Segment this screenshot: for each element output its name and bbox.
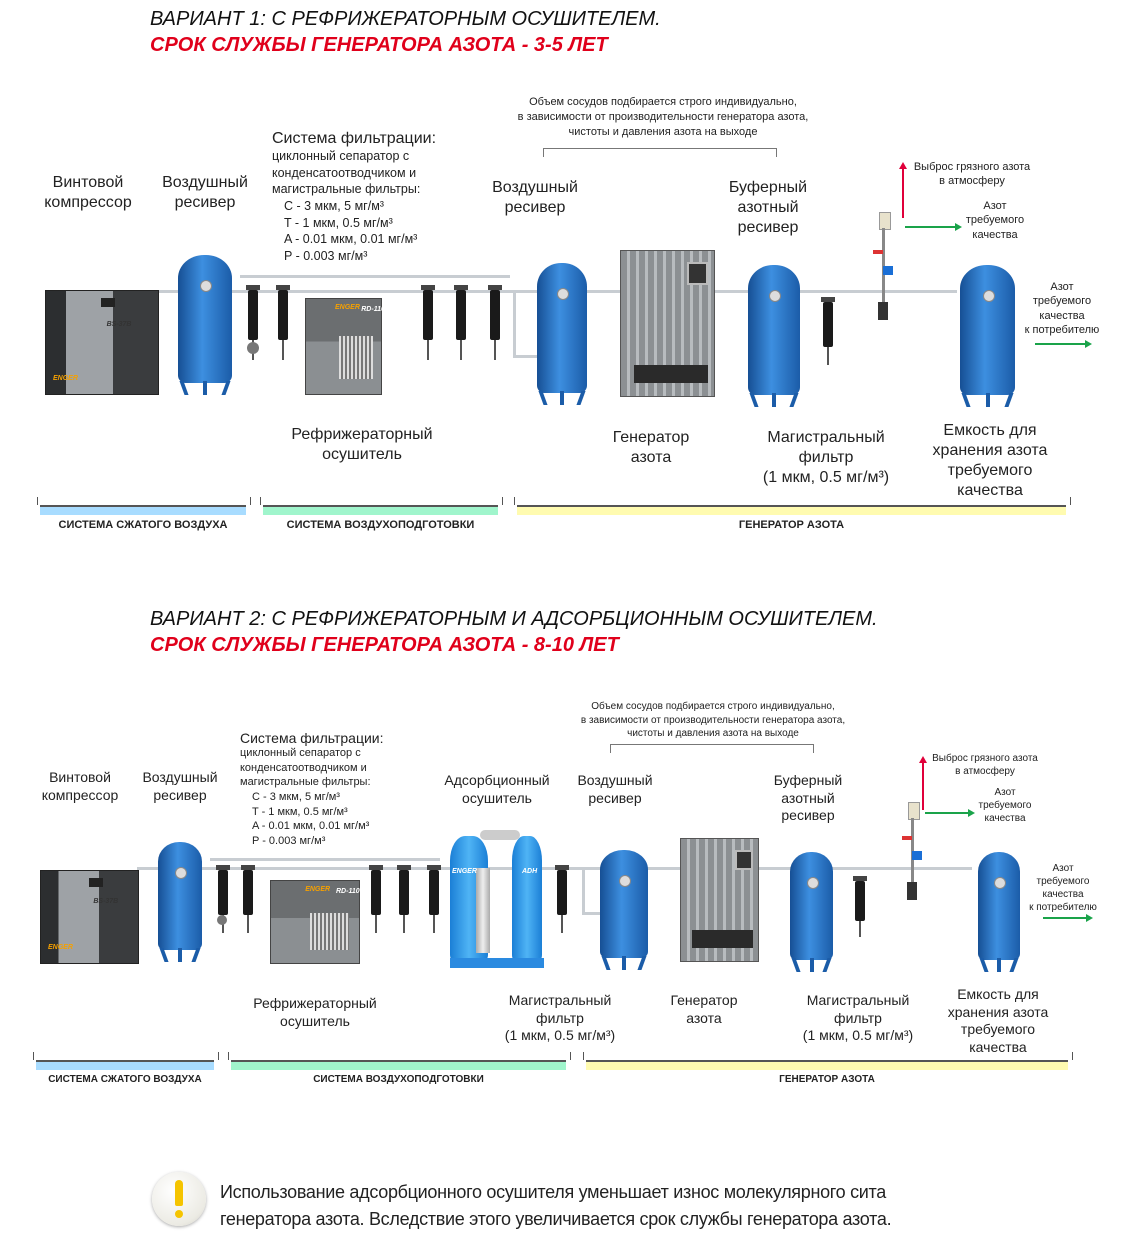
quality-nitrogen-label bbox=[955, 786, 1055, 825]
filtration-item: циклонный сепаратор с bbox=[272, 149, 410, 163]
vessel-bracket bbox=[610, 744, 814, 753]
compressor-label bbox=[20, 769, 140, 804]
storage-tank-label-line: требуемого bbox=[947, 462, 1033, 479]
equipment-marking: ENGER bbox=[53, 375, 78, 382]
tank-leg bbox=[979, 958, 988, 972]
solenoid-valve bbox=[912, 851, 922, 860]
vessel-volume-note bbox=[533, 700, 893, 741]
main-filter-2-label bbox=[783, 992, 933, 1045]
pressure-gauge-icon bbox=[175, 867, 187, 879]
adsorption-dryer-tower-2 bbox=[512, 836, 542, 960]
exhaust-label-line: Выброс грязного азота bbox=[932, 753, 1038, 764]
air-receiver-1 bbox=[158, 842, 202, 950]
filtration-item: магистральные фильтры: bbox=[272, 182, 421, 197]
air-receiver-2 bbox=[600, 850, 648, 958]
exhaust-label bbox=[910, 752, 1060, 778]
refrigeration-dryer-label bbox=[235, 995, 395, 1030]
exhaust-label-line: Выброс грязного азота bbox=[913, 161, 1031, 173]
main-filter-1-label-line: фильтр bbox=[536, 1009, 584, 1026]
main-filter-2-label-line: (1 мкм, 0.5 мг/м³) bbox=[802, 1027, 914, 1043]
main-filter-1um-b bbox=[855, 881, 865, 921]
main-filter-c bbox=[243, 870, 253, 915]
main-filter-label-line: Магистральный bbox=[767, 429, 885, 446]
buffer-receiver-label-line: ресивер bbox=[737, 219, 799, 236]
to-consumer-label bbox=[1013, 862, 1113, 914]
air-receiver-1-label-line: ресивер bbox=[153, 786, 207, 803]
main-filter-p bbox=[429, 870, 439, 915]
to-consumer-label-line: к потребителю bbox=[1024, 323, 1100, 336]
vessel-volume-note-line: в зависимости от производительности генератора азота, bbox=[580, 714, 846, 726]
drain-line bbox=[247, 915, 249, 933]
equipment-marking: ADH bbox=[522, 868, 538, 875]
buffer-receiver-label bbox=[753, 772, 863, 825]
filtration-item: C - 3 мкм, 5 мг/м³ bbox=[284, 198, 384, 213]
air-receiver-2-label-line: ресивер bbox=[504, 199, 566, 216]
equipment-marking: RD-110 bbox=[336, 888, 360, 895]
generator-label bbox=[649, 992, 759, 1027]
variant-2-subtitle: СРОК СЛУЖБЫ ГЕНЕРАТОРА АЗОТА - 8-10 ЛЕТ bbox=[150, 634, 619, 656]
generator-label-line: азота bbox=[686, 1009, 722, 1026]
filtration-title: Система фильтрации: bbox=[272, 130, 437, 147]
filtration-item: A - 0.01 мкм, 0.01 мг/м³ bbox=[284, 232, 418, 247]
tank-leg bbox=[622, 956, 626, 970]
adsorption-dryer-pipework bbox=[480, 830, 520, 840]
section-bracket bbox=[583, 1052, 1073, 1060]
filtration-item: конденсатоотводчиком и bbox=[240, 761, 367, 774]
filtration-item: T - 1 мкм, 0.5 мг/м³ bbox=[252, 805, 348, 818]
exclamation-warning-icon bbox=[152, 1172, 206, 1226]
note-line: генератора азота. Вследствие этого увеличивается срок службы генератора азота. bbox=[220, 1209, 892, 1229]
section-label: ГЕНЕРАТОР АЗОТА bbox=[738, 519, 845, 531]
filtration-item: циклонный сепаратор с bbox=[240, 747, 361, 759]
section-bar-1 bbox=[231, 1060, 566, 1070]
silencer bbox=[908, 802, 920, 820]
vessel-volume-note-line: в зависимости от производительности генератора азота, bbox=[517, 110, 809, 123]
drain-line bbox=[403, 915, 405, 933]
quality-nitrogen-label-line: качества bbox=[984, 813, 1026, 824]
exhaust-label-line: в атмосферу bbox=[939, 175, 1005, 188]
condensate-drain bbox=[217, 915, 227, 925]
storage-tank-label-line: Емкость для bbox=[957, 986, 1039, 1002]
air-receiver-1-label-line: ресивер bbox=[174, 194, 236, 211]
filtration-item: C - 3 мкм, 5 мг/м³ bbox=[252, 790, 340, 803]
section-bracket bbox=[33, 1052, 219, 1060]
cyclone-separator bbox=[218, 870, 228, 915]
main-filter-1-label-line: (1 мкм, 0.5 мг/м³) bbox=[504, 1027, 616, 1043]
filtration-item: P - 0.003 мг/м³ bbox=[284, 248, 368, 263]
buffer-receiver-label-line: Буферный bbox=[773, 772, 843, 788]
generator-label-line: Генератор bbox=[670, 992, 738, 1008]
refrigeration-dryer-label-line: осушитель bbox=[280, 1012, 350, 1029]
drain-line bbox=[433, 915, 435, 933]
air-receiver-2-label-line: Воздушный bbox=[577, 772, 653, 788]
filtration-item: конденсатоотводчиком и bbox=[272, 165, 417, 180]
compressor-label-line: компрессор bbox=[41, 786, 119, 803]
section-label: СИСТЕМА ВОЗДУХОПОДГОТОВКИ bbox=[286, 519, 475, 531]
equipment-marking: BS-37B bbox=[93, 897, 119, 905]
storage-tank-label-line: качества bbox=[957, 482, 1023, 499]
to-consumer-label-line: качества bbox=[1042, 889, 1084, 900]
compressor-label-line: Винтовой bbox=[49, 769, 111, 785]
drain-line bbox=[375, 915, 377, 933]
quality-nitrogen-label-line: требуемого bbox=[978, 800, 1032, 811]
air-receiver-2-label bbox=[560, 772, 670, 807]
storage-tank-label bbox=[933, 986, 1063, 1056]
note-text bbox=[220, 1179, 891, 1233]
adsorption-dryer-label bbox=[427, 772, 567, 807]
filter-bypass-pipe bbox=[210, 858, 440, 861]
filtration-item: T - 1 мкм, 0.5 мг/м³ bbox=[284, 215, 393, 230]
section-bar-0 bbox=[36, 1060, 214, 1070]
drain-line bbox=[561, 915, 563, 933]
air-receiver-2-label-line: Воздушный bbox=[492, 179, 578, 196]
tank-leg bbox=[191, 948, 200, 962]
to-consumer-label-line: Азот bbox=[1052, 863, 1074, 874]
storage-tank-label-line: качества bbox=[969, 1038, 1027, 1055]
adsorption-dryer-frame bbox=[450, 958, 544, 968]
to-consumer-label-line: к потребителю bbox=[1029, 902, 1097, 913]
variant-1-title: ВАРИАНТ 1: С РЕФРИЖЕРАТОРНЫМ ОСУШИТЕЛЕМ. bbox=[150, 8, 661, 30]
refrigeration-dryer-label-line: Рефрижераторный bbox=[291, 426, 433, 443]
pressure-gauge-icon bbox=[807, 877, 819, 889]
generator-valves bbox=[692, 930, 754, 948]
main-filter-a bbox=[399, 870, 409, 915]
compressor-label-line: компрессор bbox=[44, 194, 132, 211]
section-bar-2 bbox=[586, 1060, 1068, 1070]
control-panel bbox=[89, 878, 103, 887]
air-receiver-1-label-line: Воздушный bbox=[142, 769, 218, 785]
quality-nitrogen-label-line: качества bbox=[972, 228, 1018, 241]
buffer-receiver-label-line: азотный bbox=[781, 789, 835, 806]
pressure-gauge-icon bbox=[619, 875, 631, 887]
section-label: СИСТЕМА СЖАТОГО ВОЗДУХА bbox=[58, 519, 228, 531]
equipment-marking: ENGER bbox=[305, 886, 331, 893]
main-filter-label-line: фильтр bbox=[798, 449, 854, 466]
generator-label-line: азота bbox=[630, 449, 672, 466]
vessel-volume-note-line: Объем сосудов подбирается строго индивидуально, bbox=[591, 701, 835, 712]
filtration-item: A - 0.01 мкм, 0.01 мг/м³ bbox=[252, 820, 370, 833]
air-receiver-1-label bbox=[125, 769, 235, 804]
section-bracket bbox=[228, 1052, 571, 1060]
quality-nitrogen-label-line: Азот bbox=[983, 200, 1007, 212]
to-consumer-label-line: требуемого bbox=[1032, 295, 1092, 308]
refrigeration-dryer-label-line: осушитель bbox=[322, 446, 402, 463]
buffer-receiver-label-line: ресивер bbox=[781, 807, 835, 823]
tank-leg bbox=[637, 956, 646, 970]
valve-filter bbox=[907, 882, 917, 900]
section-label: СИСТЕМА СЖАТОГО ВОЗДУХА bbox=[48, 1074, 202, 1085]
to-consumer-label-line: требуемого bbox=[1036, 876, 1090, 887]
main-filter-label-line: (1 мкм, 0.5 мг/м³) bbox=[762, 469, 890, 486]
main-filter-2-label-line: Магистральный bbox=[806, 992, 910, 1008]
filtration-title: Система фильтрации: bbox=[240, 730, 384, 746]
storage-tank-label-line: хранения азота bbox=[947, 1003, 1049, 1020]
refrigeration-dryer-label-line: Рефрижераторный bbox=[253, 995, 377, 1011]
equipment-marking: ENGER bbox=[335, 304, 360, 311]
note-line: Использование адсорбционного осушителя уменьшает износ молекулярного сита bbox=[220, 1182, 886, 1202]
tank-leg bbox=[810, 958, 814, 972]
adsorption-dryer-column bbox=[476, 868, 490, 953]
main-filter-2-label-line: фильтр bbox=[834, 1009, 882, 1026]
compressor-label-line: Винтовой bbox=[52, 174, 124, 191]
main-filter-1-label bbox=[485, 992, 635, 1045]
adsorption-dryer-label-line: осушитель bbox=[462, 789, 532, 806]
pressure-gauge-icon bbox=[994, 877, 1006, 889]
filtration-item: магистральные фильтры: bbox=[240, 776, 371, 789]
equipment-marking: ENGER bbox=[48, 944, 73, 951]
storage-tank-label-line: хранения азота bbox=[932, 442, 1048, 459]
generator-display bbox=[735, 850, 753, 870]
tank-leg bbox=[178, 948, 182, 962]
vessel-volume-note-line: чистоты и давления азота на выходе bbox=[568, 125, 758, 138]
filtration-item: P - 0.003 мг/м³ bbox=[252, 834, 326, 847]
variant-2-title: ВАРИАНТ 2: С РЕФРИЖЕРАТОРНЫМ И АДСОРБЦИОННЫМ ОСУШИТЕЛЕМ. bbox=[150, 608, 878, 630]
exhaust-label-line: в атмосферу bbox=[955, 766, 1015, 777]
to-consumer-label-line: Азот bbox=[1050, 281, 1074, 293]
vessel-volume-note-line: Объем сосудов подбирается строго индивидуально, bbox=[529, 96, 797, 108]
tank-leg bbox=[159, 948, 168, 962]
quality-nitrogen-label-line: требуемого bbox=[965, 214, 1025, 227]
green-arrow-icon bbox=[1043, 917, 1088, 919]
pipe bbox=[582, 912, 602, 915]
arrowhead bbox=[1086, 914, 1093, 922]
air-receiver-2-label-line: ресивер bbox=[588, 789, 642, 806]
valve-handle bbox=[902, 836, 912, 840]
quality-nitrogen-label-line: Азот bbox=[994, 787, 1016, 798]
equipment-marking: ENGER bbox=[452, 868, 477, 875]
air-receiver-1-label-line: Воздушный bbox=[162, 174, 248, 191]
tank-leg bbox=[791, 958, 800, 972]
storage-tank-label-line: Емкость для bbox=[943, 422, 1037, 439]
drain-line bbox=[859, 921, 861, 937]
main-filter-1um-a bbox=[557, 870, 567, 915]
filtration-system-text bbox=[240, 730, 384, 848]
vessel-volume-note-line: чистоты и давления азота на выходе bbox=[627, 728, 799, 739]
variant-1-subtitle: СРОК СЛУЖБЫ ГЕНЕРАТОРА АЗОТА - 3-5 ЛЕТ bbox=[150, 34, 608, 56]
dryer-grille bbox=[310, 913, 350, 950]
section-label: ГЕНЕРАТОР АЗОТА bbox=[779, 1074, 875, 1085]
buffer-receiver-label-line: азотный bbox=[737, 199, 799, 216]
tank-leg bbox=[822, 958, 831, 972]
tank-leg bbox=[601, 956, 610, 970]
tank-leg bbox=[997, 958, 1001, 972]
to-consumer-label-line: качества bbox=[1039, 309, 1085, 322]
generator-label-line: Генератор bbox=[612, 429, 690, 446]
equipment-marking: RD-110 bbox=[361, 306, 385, 313]
main-filter-1-label-line: Магистральный bbox=[508, 992, 612, 1008]
buffer-receiver-label-line: Буферный bbox=[728, 179, 808, 196]
storage-tank-label-line: требуемого bbox=[960, 1021, 1036, 1037]
buffer-nitrogen-receiver bbox=[790, 852, 833, 960]
tank-leg bbox=[1009, 958, 1018, 972]
pipe-drop bbox=[582, 867, 585, 912]
equipment-marking: BS-37B bbox=[106, 320, 132, 328]
main-filter-t bbox=[371, 870, 381, 915]
section-label: СИСТЕМА ВОЗДУХОПОДГОТОВКИ bbox=[313, 1074, 484, 1085]
adsorption-dryer-label-line: Адсорбционный bbox=[444, 772, 550, 788]
